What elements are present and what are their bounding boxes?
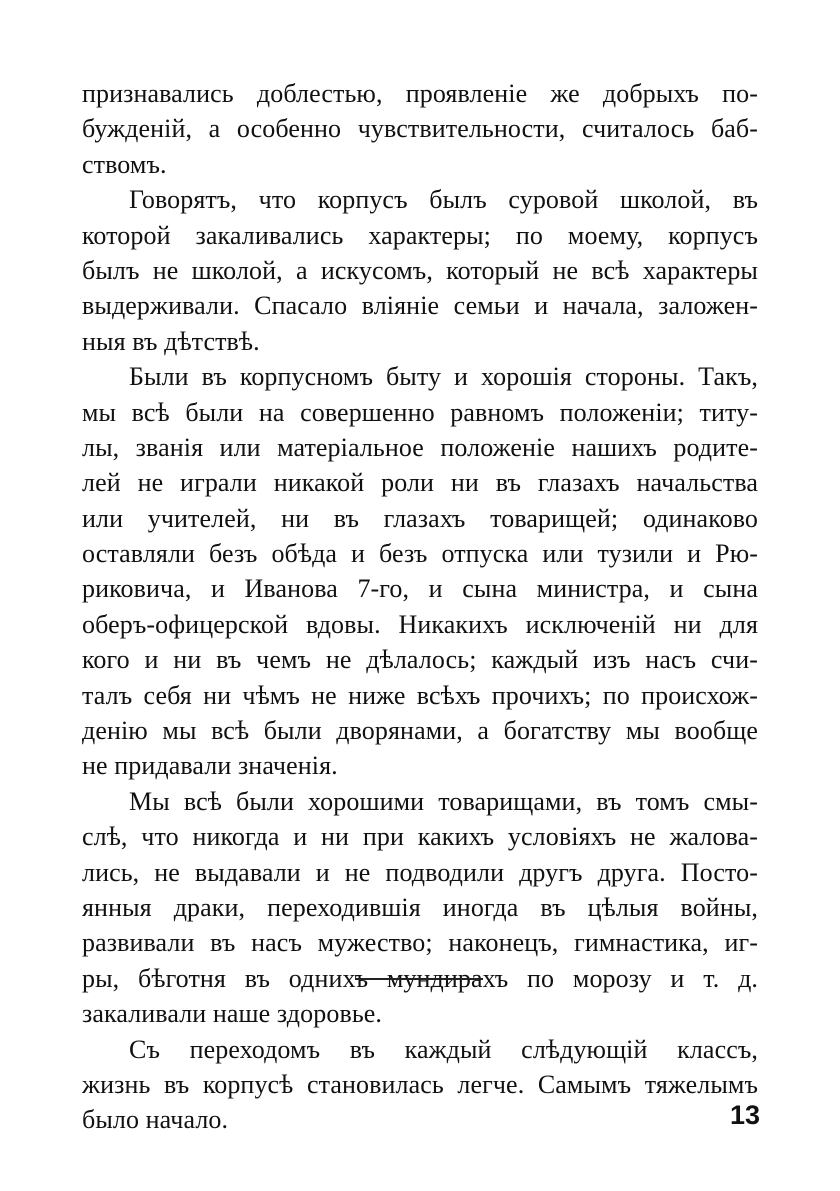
text-line: или учителей, ни въ глазахъ товарищей; одинаково [82,503,758,533]
text-line: лей не играли никакой роли ни въ глазахъ начальства [82,468,758,498]
text-line: Съ переходомъ въ каждый слѣдующій классъ, [129,1034,758,1064]
text-line: которой закаливались характеры; по моему, корпусъ [82,220,758,250]
text-line: выдерживали. Спасало вліяніе семьи и начала, заложен- [82,291,758,321]
text-line: оберъ-офицерской вдовы. Никакихъ исключеній ни для [82,609,758,639]
text-line: слѣ, что никогда и ни при какихъ условіяхъ не жалова- [82,822,758,852]
text-line: риковича, и Иванова 7-го, и сына министра, и сына [82,574,758,604]
text-line: развивали въ насъ мужество; наконецъ, гимнастика, иг- [82,928,758,958]
text-line: денію мы всѣ были дворянами, а богатству мы вообще [82,716,758,746]
section-divider [355,978,483,980]
text-line: Были въ корпусномъ быту и хорошія стороны. Такъ, [129,362,758,392]
text-line: кого и ни въ чемъ не дѣлалось; каждый изъ насъ счи- [82,645,758,675]
text-line: лы, званія или матеріальное положеніе нашихъ родите- [82,432,758,462]
text-line: былъ не школой, а искусомъ, который не всѣ характеры [82,255,758,285]
text-line: Мы всѣ были хорошими товарищами, въ томъ смы- [129,786,758,816]
text-line: лись, не выдавали и не подводили другъ друга. Посто- [82,857,758,887]
text-line: признавались доблестью, проявленіе же добрыхъ по- [82,79,758,108]
text-line: оставляли безъ обѣда и безъ отпуска или тузили и Рю- [82,539,758,569]
text-line: мы всѣ были на совершенно равномъ положеніи; титу- [82,397,758,427]
text-line: было начало. [82,1105,229,1135]
text-line: ры, бѣготня въ однихъ мундирахъ по морозу и т. д. [82,963,758,993]
text-line: ствомъ. [82,149,167,179]
text-line: не придавали значенія. [82,751,338,781]
text-line: талъ себя ни чѣмъ не ниже всѣхъ прочихъ; по происхож- [82,680,758,710]
text-line: янныя драки, переходившія иногда въ цѣлыя войны, [82,892,758,922]
text-line: жизнь въ корпусѣ становилась легче. Самымъ тяжелымъ [82,1069,758,1099]
text-line: бужденій, а особенно чувствительности, считалось баб- [82,114,758,144]
text-line: ныя въ дѣтствѣ. [82,326,260,356]
text-line: закаливали наше здоровье. [82,999,383,1029]
page-number: 13 [729,1100,760,1130]
text-line: Говорятъ, что корпусъ былъ суровой школой, въ [129,185,758,215]
